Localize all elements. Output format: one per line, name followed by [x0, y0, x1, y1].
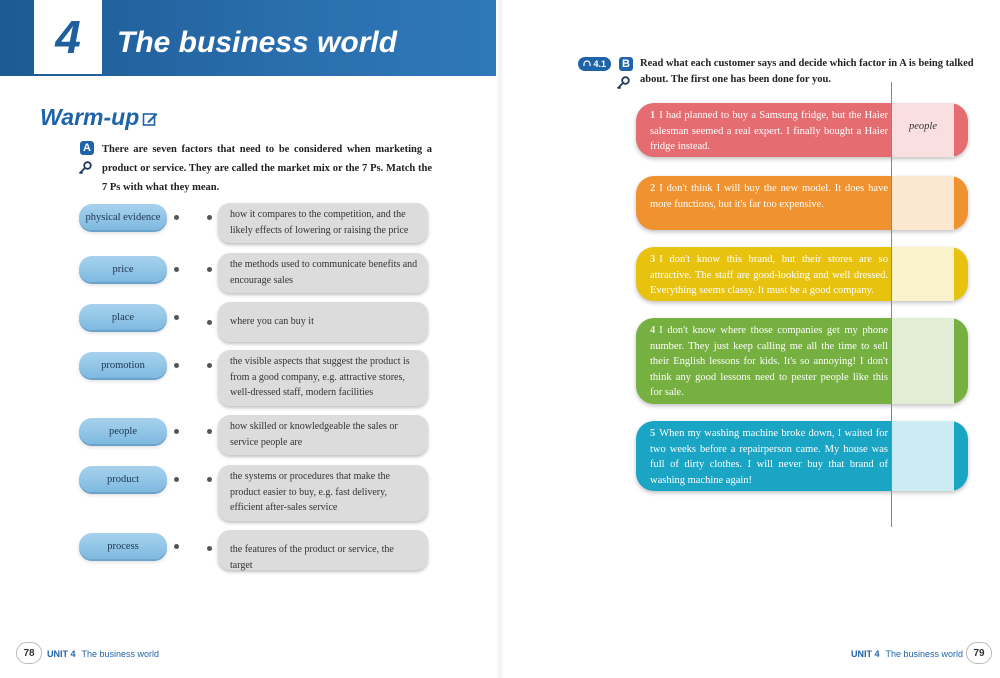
unit-header-band: [0, 0, 496, 76]
statement-number: 1: [650, 110, 656, 121]
match-dot[interactable]: [207, 546, 212, 551]
match-dot[interactable]: [174, 429, 179, 434]
statement-text: When my washing machine broke down, I waited for two weeks before a repairperson came. My house was full of dirty clothes. I will never buy that brand of washing machine again!: [650, 428, 888, 486]
match-dot[interactable]: [174, 315, 179, 320]
answer-field-5[interactable]: [892, 421, 954, 491]
definition-box: the visible aspects that suggest the product is from a good company, e.g. attractive stores, well-dressed staff, modern facilities: [218, 350, 428, 406]
answer-field-3[interactable]: [892, 247, 954, 301]
match-dot[interactable]: [207, 215, 212, 220]
footer-unit-title: The business world: [885, 649, 964, 659]
footer-unit-title: The business world: [81, 649, 160, 659]
unit-number: 4: [55, 11, 81, 63]
match-dot[interactable]: [207, 363, 212, 368]
statement-number: 4: [650, 325, 656, 336]
match-dot[interactable]: [174, 267, 179, 272]
statement-text: I don't know where those companies get my phone number. They just keep calling me all the time to sell their English lessons for kids. It's so annoying! I don't think any good lessons need to pester people like this for sale.: [650, 325, 888, 398]
statement-text: I don't think I will buy the new model. It does have more functions, but it's far too expensive.: [650, 183, 888, 210]
key-icon: [78, 161, 92, 175]
term-pill[interactable]: price: [79, 256, 167, 282]
headphones-icon: [583, 60, 591, 68]
match-dot[interactable]: [174, 544, 179, 549]
definition-box: where you can buy it: [218, 302, 428, 342]
definition-box: how skilled or knowledgeable the sales or service people are: [218, 415, 428, 455]
warmup-heading: [40, 104, 158, 131]
audio-track-number: 4.1: [593, 59, 607, 69]
term-pill[interactable]: people: [79, 418, 167, 444]
term-pill[interactable]: physical evidence: [79, 204, 167, 230]
definition-box: how it compares to the competition, and the likely effects of lowering or raising the price: [218, 203, 428, 243]
unit-title: The business world: [117, 26, 398, 59]
definition-box: the systems or procedures that make the product easier to buy, e.g. fast delivery, efficient after-sales service: [218, 465, 428, 521]
match-dot[interactable]: [174, 363, 179, 368]
exercise-a-instruction: There are seven factors that need to be considered when marketing a product or service. They are called the market mix or the 7 Ps. Match the 7 Ps with what they mean.: [102, 144, 432, 193]
match-dot[interactable]: [174, 477, 179, 482]
footer-right: [851, 649, 963, 659]
exercise-b-badge: B: [619, 57, 633, 71]
answer-field-2[interactable]: [892, 176, 954, 230]
statement-text: I don't know this brand, but their stores are so attractive. The staff are good-looking and well dressed. Everything seems classy. It must be a good company.: [650, 254, 888, 296]
warmup-title: Warm-up: [40, 104, 140, 130]
pencil-icon: [142, 111, 158, 127]
match-dot[interactable]: [207, 320, 212, 325]
footer-unit-label: UNIT 4: [851, 649, 880, 659]
definition-box: the methods used to communicate benefits and encourage sales: [218, 253, 428, 293]
match-dot[interactable]: [207, 477, 212, 482]
footer-left: [47, 649, 159, 659]
exercise-b-instruction: Read what each customer says and decide which factor in A is being talked about. The first one has been done for you.: [640, 58, 974, 85]
audio-track-badge[interactable]: [578, 57, 611, 71]
term-pill[interactable]: promotion: [79, 352, 167, 378]
definition-box: the features of the product or service, the target: [218, 530, 428, 570]
answer-example: people: [909, 121, 937, 132]
book-spine: [496, 0, 504, 678]
exercise-a-badge: A: [80, 141, 94, 155]
page-number-right: 79: [966, 642, 992, 664]
answer-field-4[interactable]: [892, 318, 954, 404]
statement-number: 5: [650, 428, 656, 439]
match-dot[interactable]: [207, 429, 212, 434]
unit-number-box: [34, 0, 102, 74]
footer-unit-label: UNIT 4: [47, 649, 76, 659]
key-icon: [616, 76, 630, 90]
statement-number: 2: [650, 183, 656, 194]
match-dot[interactable]: [207, 267, 212, 272]
page-number-left: 78: [16, 642, 42, 664]
statement-text: I had planned to buy a Samsung fridge, but the Haier salesman seemed a real expert. I finally bought a Haier fridge instead.: [650, 110, 888, 152]
match-dot[interactable]: [174, 215, 179, 220]
statement-number: 3: [650, 254, 656, 265]
term-pill[interactable]: place: [79, 304, 167, 330]
term-pill[interactable]: product: [79, 466, 167, 492]
term-pill[interactable]: process: [79, 533, 167, 559]
